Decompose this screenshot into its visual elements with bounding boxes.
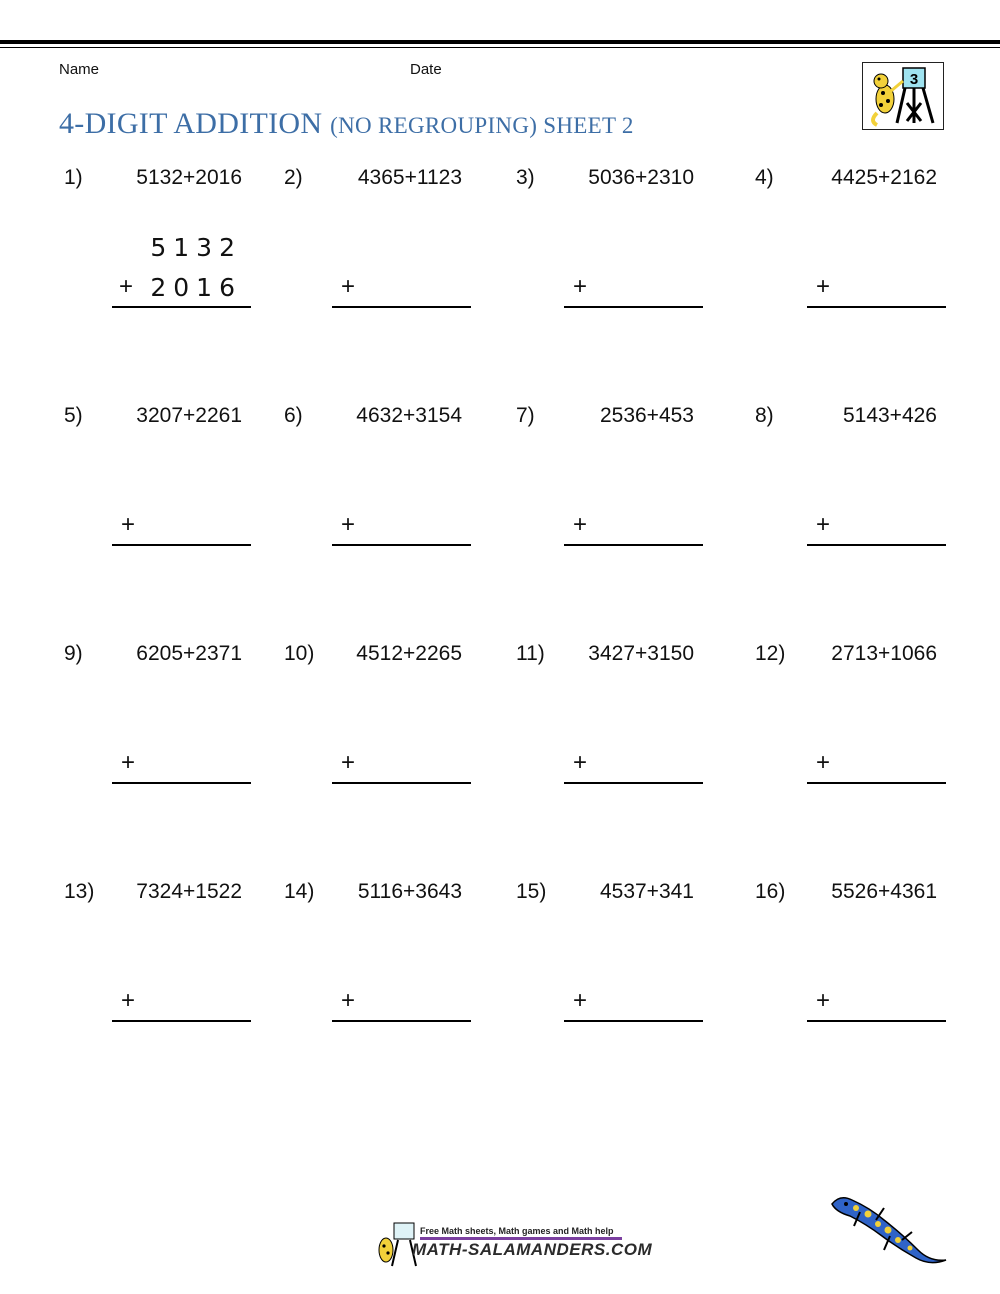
example-top-number: 5132	[150, 233, 242, 262]
answer-line	[564, 544, 703, 546]
question-number: 12)	[755, 642, 786, 665]
answer-line	[332, 544, 471, 546]
salamander-logo-icon	[863, 63, 943, 129]
question-expression: 4365+1123	[357, 166, 462, 189]
question-number: 1)	[64, 166, 83, 189]
question-number: 2)	[284, 166, 303, 189]
plus-sign: +	[341, 273, 356, 300]
question-expression: 5526+4361	[831, 880, 937, 903]
plus-sign: +	[121, 511, 136, 538]
question-expression: 5132+2016	[136, 166, 242, 189]
question-number: 8)	[755, 404, 774, 427]
question-number: 4)	[755, 166, 774, 189]
plus-sign: +	[121, 749, 136, 776]
title-sub: (NO REGROUPING) SHEET 2	[330, 113, 634, 138]
salamander-icon	[826, 1190, 948, 1268]
logo-grade: 3	[909, 71, 919, 88]
question-expression: 3427+3150	[588, 642, 694, 665]
plus-sign: +	[573, 987, 588, 1014]
plus-sign: +	[816, 273, 831, 300]
question-expression: 5036+2310	[588, 166, 694, 189]
question-number: 16)	[755, 880, 786, 903]
answer-line	[807, 544, 946, 546]
question-number: 6)	[284, 404, 303, 427]
question-expression: 5116+3643	[357, 880, 462, 903]
question-number: 10)	[284, 642, 315, 665]
question-expression: 4632+3154	[356, 404, 462, 427]
answer-line	[112, 544, 251, 546]
question-number: 13)	[64, 880, 95, 903]
example-plus-sign: +	[119, 273, 134, 300]
question-number: 9)	[64, 642, 83, 665]
answer-line	[807, 782, 946, 784]
answer-line	[807, 1020, 946, 1022]
date-label: Date	[410, 61, 442, 78]
question-expression: 2536+453	[599, 404, 694, 427]
answer-line	[332, 306, 471, 308]
plus-sign: +	[341, 511, 356, 538]
name-label: Name	[59, 61, 100, 78]
question-expression: 4512+2265	[356, 642, 462, 665]
question-expression: 2713+1066	[831, 642, 937, 665]
top-rule-thin	[0, 47, 1000, 48]
answer-line	[564, 1020, 703, 1022]
question-number: 14)	[284, 880, 315, 903]
question-expression: 7324+1522	[136, 880, 242, 903]
answer-line	[564, 782, 703, 784]
plus-sign: +	[121, 987, 136, 1014]
plus-sign: +	[816, 987, 831, 1014]
answer-line	[112, 306, 251, 308]
footer-brand: MATH-SALAMANDERS.COM	[412, 1240, 653, 1259]
question-number: 3)	[516, 166, 535, 189]
plus-sign: +	[816, 511, 831, 538]
answer-line	[332, 782, 471, 784]
plus-sign: +	[573, 511, 588, 538]
question-expression: 6205+2371	[136, 642, 242, 665]
answer-line	[332, 1020, 471, 1022]
title-main: 4-DIGIT ADDITION	[59, 107, 323, 140]
question-number: 11)	[516, 642, 545, 665]
page-title	[59, 107, 634, 141]
answer-line	[807, 306, 946, 308]
example-bottom-number: 2016	[150, 273, 242, 302]
question-expression: 5143+426	[842, 404, 937, 427]
plus-sign: +	[341, 749, 356, 776]
question-number: 5)	[64, 404, 83, 427]
salamander-illustration	[826, 1190, 948, 1268]
answer-line	[564, 306, 703, 308]
plus-sign: +	[341, 987, 356, 1014]
question-expression: 3207+2261	[136, 404, 242, 427]
question-expression: 4425+2162	[831, 166, 937, 189]
answer-line	[112, 782, 251, 784]
plus-sign: +	[816, 749, 831, 776]
grade-logo	[862, 62, 944, 130]
plus-sign: +	[573, 273, 588, 300]
question-expression: 4537+341	[599, 880, 694, 903]
question-number: 7)	[516, 404, 535, 427]
question-number: 15)	[516, 880, 547, 903]
answer-line	[112, 1020, 251, 1022]
top-rule-thick	[0, 40, 1000, 44]
footer-tagline: Free Math sheets, Math games and Math help	[420, 1226, 614, 1236]
plus-sign: +	[573, 749, 588, 776]
